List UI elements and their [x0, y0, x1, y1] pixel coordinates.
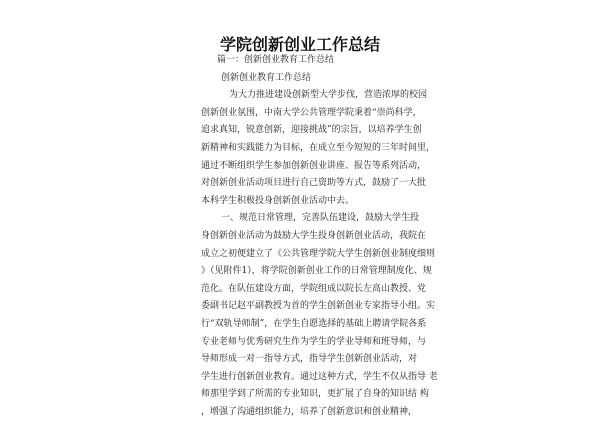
paragraph-line: 范化。在队伍建设方面，学院组成以院长左高山教授、党 — [201, 283, 427, 294]
document-title: 学院创新创业工作总结 — [219, 35, 380, 54]
section-heading: 篇一：创新创业教育工作总结 — [217, 55, 335, 65]
paragraph-line: 学生进行创新创业教育。通过这种方式，学生不仅从指导 老 — [201, 371, 438, 382]
paragraph-line: 创新创业氛围，中南大学公共管理学院秉着“崇尚科学， — [201, 107, 422, 118]
paragraph-line: 》（见附件1），将学院创新创业工作的日常管理制度化、规 — [201, 266, 432, 277]
paragraph-line: 对创新创业活动项目进行自己资助等方式，鼓励了一大批 — [201, 178, 427, 189]
paragraph-line: 追求真知，锐意创新，迎接挑战”的宗旨，以培养学生创 — [201, 125, 422, 136]
paragraph-line: 身创新创业活动为鼓励大学生投身创新创业活动，我院在 — [201, 230, 427, 241]
paragraph-line: 师那里学到了所需的专业知识，更扩展了自身的知识结 构 — [201, 389, 429, 400]
paragraph-line: 委副书记赵平副教授为首的学生创新创业专家指导小组。实 — [201, 301, 436, 312]
paragraph-line: 通过不断组织学生参加创新创业讲座、报告等系列活动， — [201, 160, 427, 171]
paragraph-line: 行“双轨导师制”，在学生自愿选择的基础上聘请学院各系 — [201, 318, 427, 329]
paragraph-line: 导师形成一对一指导方式，指导学生创新创业活动，对 — [201, 354, 418, 365]
document-body — [201, 52, 438, 421]
paragraph-line: 成立之初便建立了《公共管理学院大学生创新创业制度细则 — [201, 248, 436, 259]
paragraph-line: 本科学生积极投身创新创业活动中去。 — [201, 195, 355, 206]
paragraph-line: 为大力推进建设创新型大学步伐，营造浓厚的校园 — [229, 90, 428, 101]
paragraph-line: 一、规范日常管理，完善队伍建设，鼓励大学生投 — [221, 213, 420, 224]
paragraph-line: 新精神和实践能力为目标，在成立至今短短的三年时间里， — [201, 142, 436, 153]
paragraph-line: 专业老师与优秀研究生作为学生的学业导师和班导师，与 — [201, 336, 427, 347]
subheading: 创新创业教育工作总结 — [221, 72, 312, 83]
paragraph-line: ，增强了沟通组织能力，培养了创新意识和创业精神， — [201, 406, 418, 417]
